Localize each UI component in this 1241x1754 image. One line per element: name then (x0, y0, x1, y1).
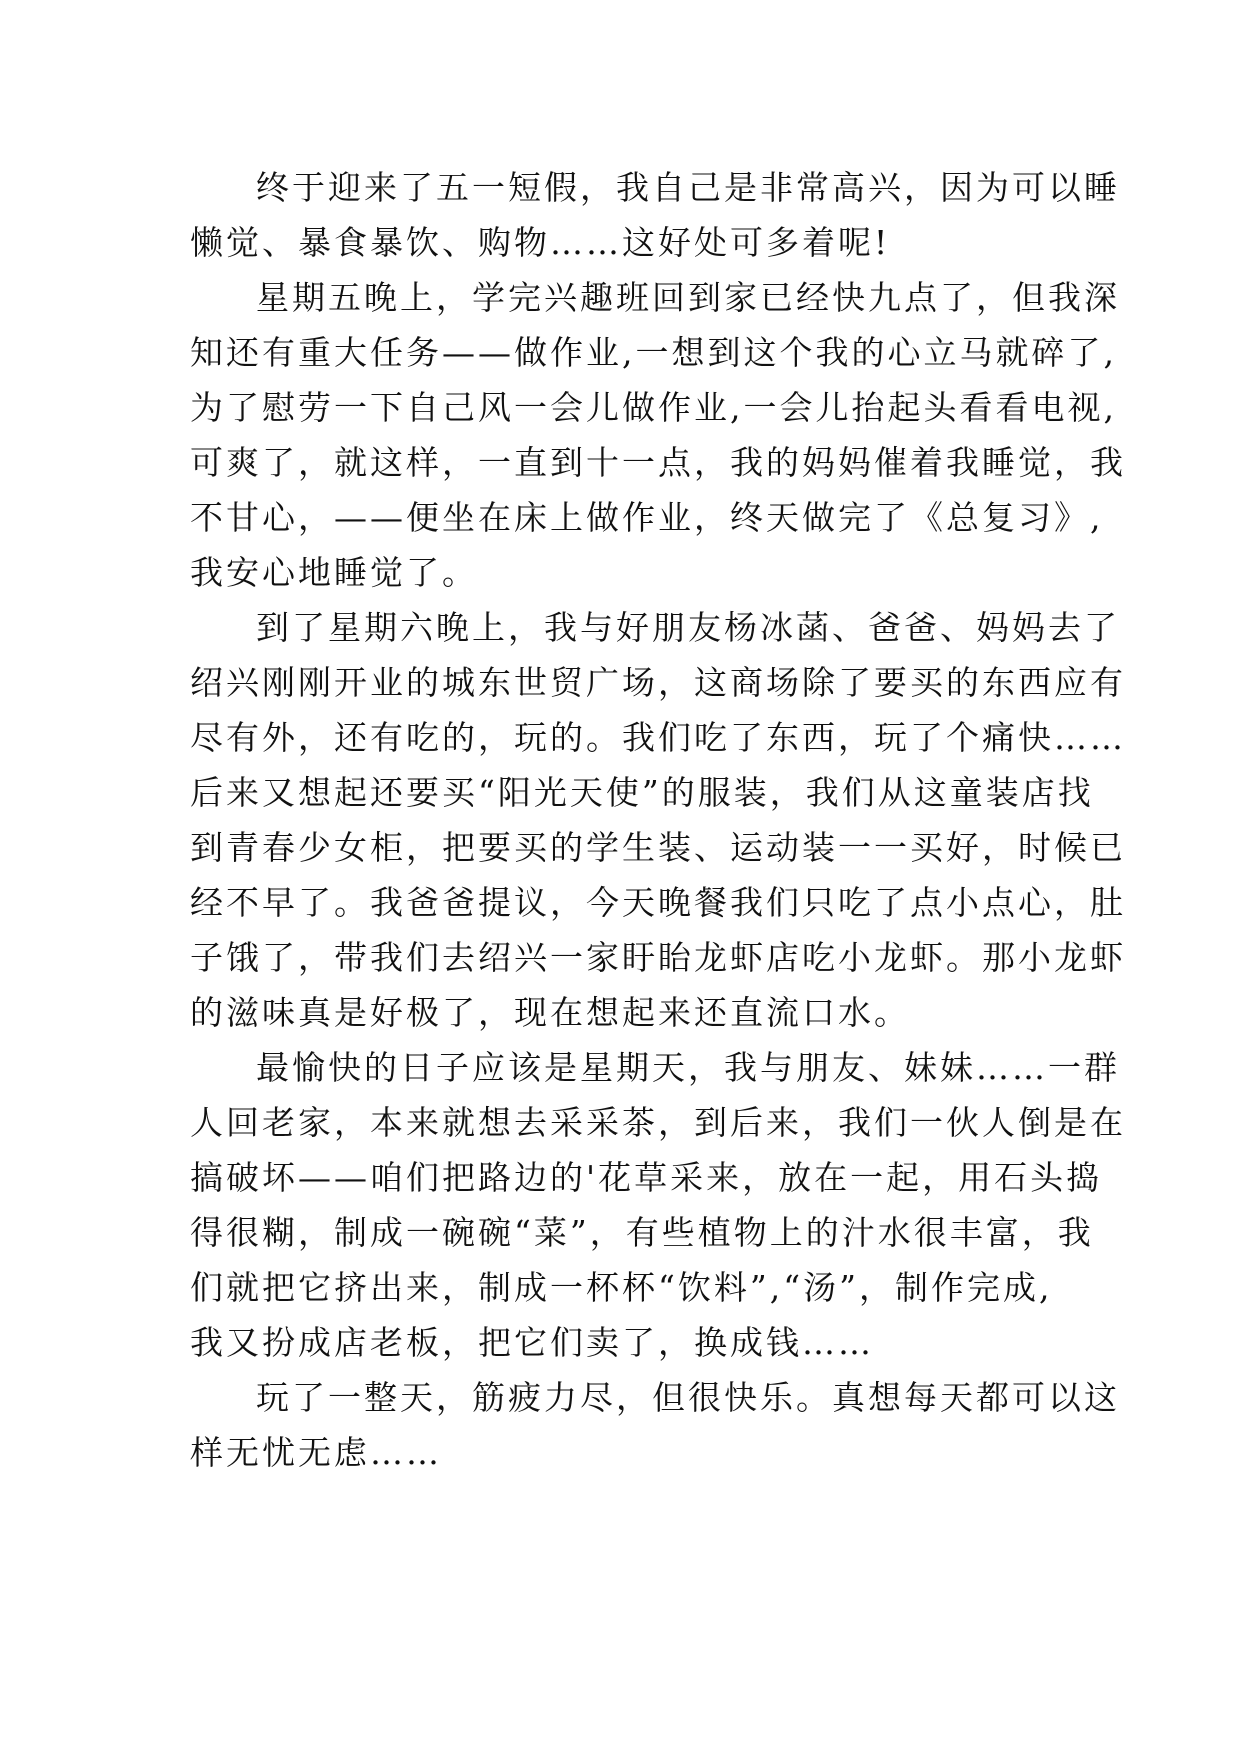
essay-body (190, 160, 1126, 1480)
text-line: 得很糊，制成一碗碗“菜”，有些植物上的汁水很丰富，我 (190, 1213, 1094, 1252)
text-line: 为了慰劳一下自己风一会儿做作业,一会儿抬起头看看电视, (190, 388, 1117, 427)
text-line: 绍兴刚刚开业的城东世贸广场，这商场除了要买的东西应有 (190, 663, 1126, 702)
text-line: 搞破坏——咱们把路边的'花草采来，放在一起，用石头捣 (190, 1158, 1103, 1197)
text-line: 可爽了，就这样，一直到十一点，我的妈妈催着我睡觉，我 (190, 443, 1126, 482)
text-line: 子饿了，带我们去绍兴一家盱眙龙虾店吃小龙虾。那小龙虾 (190, 938, 1126, 977)
paragraph-5 (190, 1370, 1120, 1480)
paragraph-1 (190, 160, 1120, 270)
paragraph-4 (190, 1040, 1126, 1370)
text-line: 后来又想起还要买“阳光天使”的服装，我们从这童装店找 (190, 773, 1094, 812)
text-line: 样无忧无虑…… (190, 1433, 442, 1472)
text-line: 到了星期六晚上，我与好朋友杨冰菡、爸爸、妈妈去了 (256, 608, 1120, 647)
text-line: 最愉快的日子应该是星期天，我与朋友、妹妹……一群 (256, 1048, 1120, 1087)
paragraph-2 (190, 270, 1126, 600)
text-line: 终于迎来了五一短假，我自己是非常高兴，因为可以睡 (256, 168, 1120, 207)
text-line: 尽有外，还有吃的，玩的。我们吃了东西，玩了个痛快…… (190, 718, 1126, 757)
text-line: 我又扮成店老板，把它们卖了，换成钱…… (190, 1323, 874, 1362)
text-line: 经不早了。我爸爸提议，今天晚餐我们只吃了点小点心，肚 (190, 883, 1126, 922)
text-line: 人回老家，本来就想去采采茶，到后来，我们一伙人倒是在 (190, 1103, 1126, 1142)
text-line: 星期五晚上，学完兴趣班回到家已经快九点了，但我深 (256, 278, 1120, 317)
text-line: 玩了一整天，筋疲力尽，但很快乐。真想每天都可以这 (256, 1378, 1120, 1417)
text-line: 我安心地睡觉了。 (190, 553, 478, 592)
text-line: 知还有重大任务——做作业,一想到这个我的心立马就碎了, (190, 333, 1117, 372)
text-line: 懒觉、暴食暴饮、购物……这好处可多着呢! (190, 223, 891, 262)
text-line: 到青春少女柜，把要买的学生装、运动装一一买好，时候已 (190, 828, 1126, 867)
text-line: 们就把它挤出来，制成一杯杯“饮料”,“汤”，制作完成, (190, 1268, 1053, 1307)
text-line: 不甘心，——便坐在床上做作业，终天做完了《总复习》, (190, 498, 1104, 537)
text-line: 的滋味真是好极了，现在想起来还直流口水。 (190, 993, 910, 1032)
paragraph-3 (190, 600, 1126, 1040)
